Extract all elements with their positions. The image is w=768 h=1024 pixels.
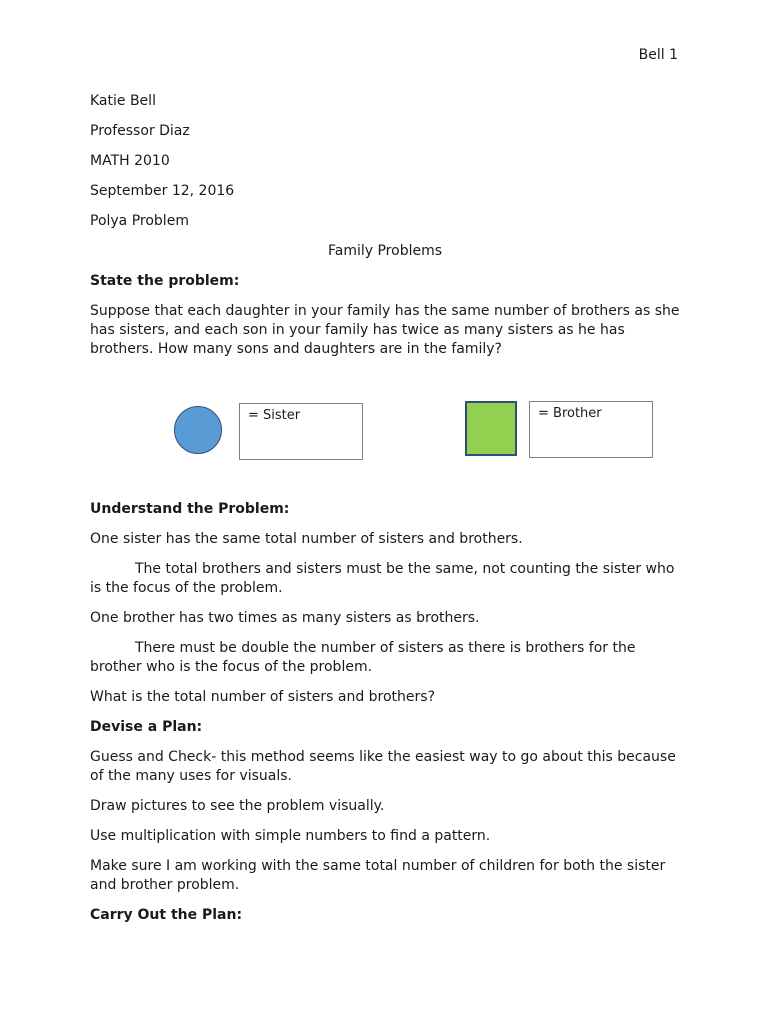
author-name: Katie Bell — [90, 93, 156, 109]
brother-legend-box: = Brother — [529, 401, 653, 458]
professor-name: Professor Diaz — [90, 123, 190, 139]
carry-out-heading: Carry Out the Plan: — [90, 907, 243, 923]
document-date: September 12, 2016 — [90, 183, 235, 199]
understand-paragraph-5: What is the total number of sisters and brothers? — [90, 689, 436, 705]
course-code: MATH 2010 — [90, 153, 170, 169]
document-title: Family Problems — [327, 243, 443, 259]
understand-paragraph-1: One sister has the same total number of sisters and brothers. — [90, 531, 523, 547]
devise-paragraph-4: Make sure I am working with the same total number of children for both the sister and brother problem. — [90, 858, 666, 893]
understand-paragraph-4: There must be double the number of sisters as there is brothers for the brother who is the focus of the problem. — [90, 640, 636, 675]
brother-square-icon — [465, 401, 517, 456]
sister-circle-icon — [174, 406, 222, 454]
devise-heading: Devise a Plan: — [90, 719, 203, 735]
page-header: Bell 1 — [638, 47, 678, 63]
understand-paragraph-3: One brother has two times as many sisters as brothers. — [90, 610, 480, 626]
state-problem-text: Suppose that each daughter in your family has the same number of brothers as she has sisters, and each son in your family has twice as many sisters as he has brothers. How many sons and daughters are in the family? — [90, 303, 680, 357]
understand-heading: Understand the Problem: — [90, 501, 290, 517]
sister-legend-box: = Sister — [239, 403, 363, 460]
legend-figure — [90, 395, 680, 480]
devise-paragraph-3: Use multiplication with simple numbers to find a pattern. — [90, 828, 491, 844]
state-problem-heading: State the problem: — [90, 273, 240, 289]
document-body — [90, 92, 680, 936]
understand-paragraph-2: The total brothers and sisters must be the same, not counting the sister who is the focus of the problem. — [90, 561, 675, 596]
devise-paragraph-2: Draw pictures to see the problem visually. — [90, 798, 385, 814]
assignment-name: Polya Problem — [90, 213, 189, 229]
devise-paragraph-1: Guess and Check- this method seems like the easiest way to go about this because of the many uses for visuals. — [90, 749, 676, 784]
